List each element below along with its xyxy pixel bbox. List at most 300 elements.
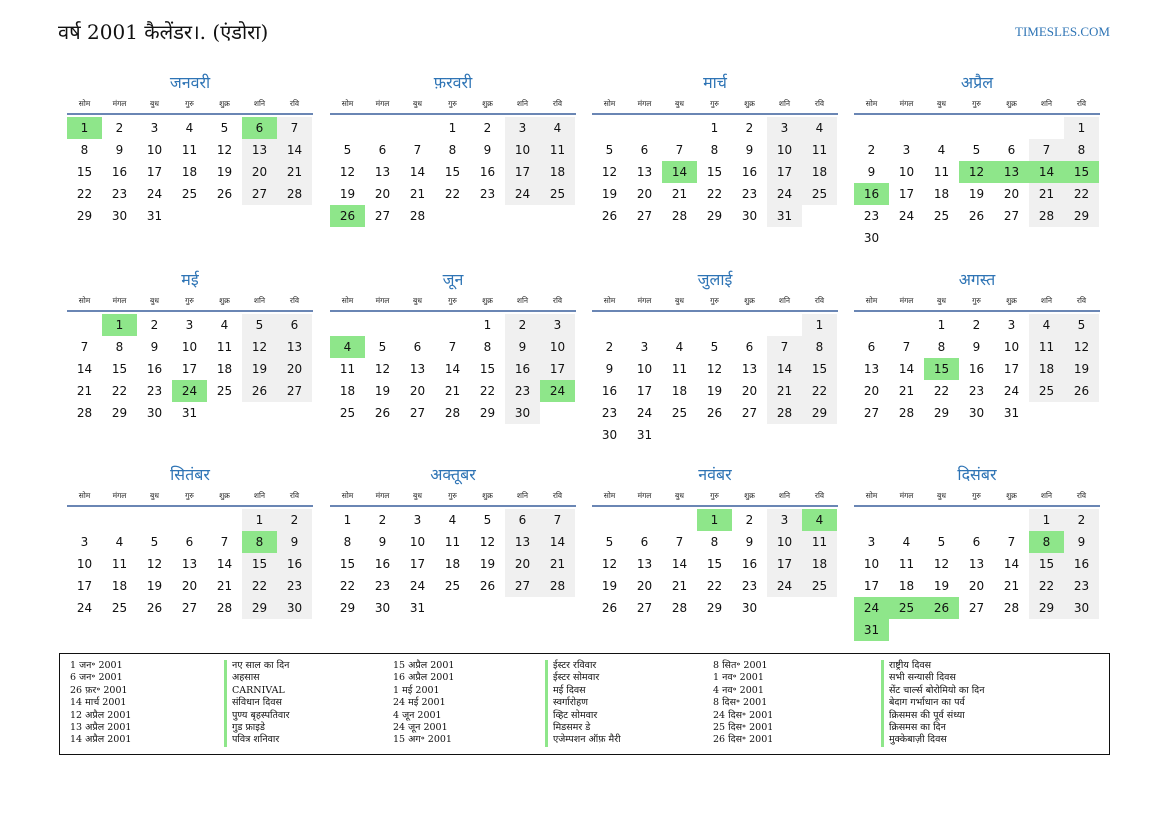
day-cell: 1 [343, 513, 352, 527]
day-cell: 13 [741, 362, 758, 376]
weekday-label: सोम [78, 491, 91, 500]
day-cell: 23 [146, 384, 163, 398]
day-cell: 6 [378, 143, 387, 157]
weekday-label: गुरु [710, 99, 719, 108]
month-name: सितंबर [170, 465, 210, 484]
day-cell: 25 [802, 183, 837, 205]
legend-date: 1 नव॰ 2001 [713, 672, 764, 684]
day-cell: 12 [216, 143, 233, 157]
day-cell: 14 [898, 362, 915, 376]
day-cell: 7 [277, 117, 312, 139]
day-cell: 3 [767, 117, 802, 139]
day-cell: 18 [933, 187, 950, 201]
legend-date-column [713, 660, 773, 747]
day-cell: 30 [741, 209, 758, 223]
weekday-label: मंगल [637, 99, 652, 108]
legend-name-column [545, 660, 621, 747]
day-cell: 2 [277, 509, 312, 531]
day-cell: 25 [444, 579, 461, 593]
legend-holiday-name: ईस्टर सोमवार [545, 672, 621, 684]
day-cell: 24 [146, 187, 163, 201]
day-cell: 8 [710, 535, 719, 549]
weekday-label: मंगल [637, 491, 652, 500]
weekday-label: सोम [603, 491, 616, 500]
day-cell: 2 [483, 121, 492, 135]
weekday-header [592, 94, 838, 115]
weekday-label: गुरु [972, 296, 981, 305]
day-cell: 10 [636, 362, 653, 376]
day-cell: 28 [671, 601, 688, 615]
weekday-label: बुध [150, 491, 159, 500]
day-cell: 26 [968, 209, 985, 223]
weekday-header [330, 94, 576, 115]
day-cell: 6 [185, 535, 194, 549]
day-cell: 14 [216, 557, 233, 571]
month-block [592, 269, 838, 442]
legend-name-column [881, 660, 984, 747]
legend-date: 8 सित॰ 2001 [713, 660, 768, 671]
month-name: फ़रवरी [433, 73, 473, 92]
day-cell: 12 [1064, 336, 1099, 358]
month-block [854, 72, 1100, 245]
legend-holiday-name: अहसास [224, 672, 290, 684]
day-cell: 22 [706, 187, 723, 201]
day-cell: 17 [863, 579, 880, 593]
day-cell: 22 [339, 579, 356, 593]
day-cell: 4 [675, 340, 684, 354]
day-cell: 21 [216, 579, 233, 593]
holiday-day-cell: 6 [242, 117, 277, 139]
day-cell: 13 [242, 139, 277, 161]
weekday-label: सोम [341, 491, 354, 500]
legend-holiday-name: मई दिवस [545, 685, 621, 697]
day-cell: 22 [242, 575, 277, 597]
month-name: अगस्त [958, 270, 996, 289]
day-cell: 19 [1064, 358, 1099, 380]
day-cell: 18 [1029, 358, 1064, 380]
day-cell: 28 [444, 406, 461, 420]
day-cell: 7 [675, 143, 684, 157]
holiday-day-cell: 31 [854, 619, 889, 641]
day-cell: 26 [216, 187, 233, 201]
day-cell: 5 [150, 535, 159, 549]
day-cell: 9 [277, 531, 312, 553]
day-cell: 4 [902, 535, 911, 549]
month-block [67, 269, 313, 420]
month-block [854, 464, 1100, 637]
day-cell: 26 [479, 579, 496, 593]
weekday-label: बुध [937, 296, 946, 305]
weekday-label: मंगल [112, 491, 127, 500]
day-cell: 14 [1003, 557, 1020, 571]
day-cell: 13 [968, 557, 985, 571]
legend-date: 13 अप्रैल 2001 [70, 722, 132, 734]
weekday-label: शनि [1040, 99, 1053, 108]
day-cell: 15 [802, 358, 837, 380]
day-cell: 12 [479, 535, 496, 549]
day-cell: 11 [540, 139, 575, 161]
day-cell: 5 [343, 143, 352, 157]
weekday-label: सोम [341, 296, 354, 305]
day-cell: 14 [767, 358, 802, 380]
weekday-label: रवि [289, 296, 300, 305]
legend-date: 14 अप्रैल 2001 [70, 734, 132, 746]
day-cell: 23 [968, 384, 985, 398]
weekday-label: सोम [603, 296, 616, 305]
day-cell: 18 [802, 161, 837, 183]
day-cell: 22 [76, 187, 93, 201]
day-cell: 18 [444, 557, 461, 571]
weekday-label: शुक्र [482, 491, 493, 500]
day-cell: 24 [767, 575, 802, 597]
day-cell: 12 [339, 165, 356, 179]
weekday-label: बुध [937, 491, 946, 500]
day-cell: 3 [902, 143, 911, 157]
weekday-label: शनि [1040, 491, 1053, 500]
legend-holiday-name: व्हिट सोमवार [545, 710, 621, 722]
day-cell: 18 [339, 384, 356, 398]
weekday-label: मंगल [637, 296, 652, 305]
day-cell: 30 [741, 601, 758, 615]
day-cell: 23 [111, 187, 128, 201]
legend-holiday-name: गुड फ्राइडे [224, 722, 290, 734]
day-cell: 25 [671, 406, 688, 420]
day-cell: 30 [111, 209, 128, 223]
day-cell: 1 [937, 318, 946, 332]
day-cell: 10 [767, 531, 802, 553]
month-name: जनवरी [169, 73, 211, 92]
day-cell: 5 [242, 314, 277, 336]
weekday-label: बुध [150, 99, 159, 108]
weekday-label: शुक्र [744, 296, 755, 305]
day-cell: 24 [505, 183, 540, 205]
legend-date: 24 दिस॰ 2001 [713, 709, 774, 721]
weekday-label: रवि [1076, 99, 1087, 108]
day-cell: 10 [767, 139, 802, 161]
holiday-day-cell: 4 [802, 509, 837, 531]
day-cell: 31 [409, 601, 426, 615]
day-cell: 26 [706, 406, 723, 420]
day-cell: 31 [181, 406, 198, 420]
day-cell: 17 [767, 161, 802, 183]
day-cell: 12 [601, 165, 618, 179]
day-cell: 11 [802, 139, 837, 161]
day-cell: 27 [409, 406, 426, 420]
weekday-label: सोम [865, 296, 878, 305]
day-cell: 7 [448, 340, 457, 354]
day-cell: 15 [76, 165, 93, 179]
legend-holiday-name: बेदाग गर्भाधान का पर्व [881, 697, 984, 709]
day-cell: 31 [767, 205, 802, 227]
day-cell: 20 [409, 384, 426, 398]
day-cell: 23 [741, 187, 758, 201]
legend-date: 8 दिस॰ 2001 [713, 697, 768, 709]
day-cell: 9 [745, 143, 754, 157]
day-cell: 17 [505, 161, 540, 183]
day-cell: 15 [479, 362, 496, 376]
day-cell: 13 [409, 362, 426, 376]
day-cell: 28 [409, 209, 426, 223]
day-cell: 19 [706, 384, 723, 398]
day-cell: 20 [374, 187, 391, 201]
month-name: जून [442, 270, 464, 289]
day-cell: 26 [1064, 380, 1099, 402]
day-cell: 21 [76, 384, 93, 398]
day-cell: 11 [181, 143, 198, 157]
day-cell: 31 [1003, 406, 1020, 420]
day-cell: 19 [601, 187, 618, 201]
holiday-day-cell: 1 [67, 117, 102, 139]
weekday-label: बुध [413, 296, 422, 305]
day-cell: 13 [636, 165, 653, 179]
day-cell: 3 [540, 314, 575, 336]
weekday-label: सोम [341, 99, 354, 108]
legend-holiday-name: पुण्य बृहस्पतिवार [224, 710, 290, 722]
day-cell: 2 [505, 314, 540, 336]
holiday-day-cell: 24 [540, 380, 575, 402]
day-cell: 6 [745, 340, 754, 354]
day-cell: 27 [968, 601, 985, 615]
day-cell: 16 [146, 362, 163, 376]
weekday-label: गुरु [448, 99, 457, 108]
legend-date: 24 जून 2001 [393, 722, 448, 734]
day-cell: 6 [1007, 143, 1016, 157]
day-cell: 26 [601, 209, 618, 223]
day-cell: 21 [1029, 183, 1064, 205]
weekday-header [330, 291, 576, 312]
weekday-label: शुक्र [1006, 99, 1017, 108]
weekday-label: शुक्र [482, 296, 493, 305]
legend-date: 26 दिस॰ 2001 [713, 734, 774, 746]
day-cell: 13 [277, 336, 312, 358]
month-block [67, 72, 313, 223]
weekday-label: शुक्र [744, 99, 755, 108]
day-cell: 7 [80, 340, 89, 354]
weekday-label: शुक्र [219, 296, 230, 305]
site-link[interactable]: TIMESLES.COM [1015, 24, 1110, 39]
day-cell: 6 [867, 340, 876, 354]
legend-date: 1 मई 2001 [393, 684, 440, 696]
weekday-label: शुक्र [219, 99, 230, 108]
day-cell: 20 [968, 579, 985, 593]
weekday-label: शनि [516, 491, 529, 500]
weekday-label: रवि [552, 296, 563, 305]
day-cell: 4 [185, 121, 194, 135]
weekday-label: शुक्र [1006, 296, 1017, 305]
day-cell: 5 [483, 513, 492, 527]
day-cell: 20 [1003, 187, 1020, 201]
weekday-label: बुध [150, 296, 159, 305]
day-cell: 5 [605, 143, 614, 157]
day-cell: 2 [745, 513, 754, 527]
day-cell: 11 [339, 362, 356, 376]
day-cell: 5 [378, 340, 387, 354]
day-cell: 11 [444, 535, 461, 549]
weekday-label: सोम [865, 491, 878, 500]
weekday-label: सोम [865, 99, 878, 108]
month-name: अक्तूबर [430, 465, 476, 484]
day-cell: 24 [1003, 384, 1020, 398]
day-cell: 12 [146, 557, 163, 571]
legend-holiday-name: संविधान दिवस [224, 697, 290, 709]
holiday-day-cell: 24 [172, 380, 207, 402]
day-cell: 12 [933, 557, 950, 571]
weekday-label: गुरु [710, 296, 719, 305]
day-cell: 6 [505, 509, 540, 531]
day-cell: 16 [1064, 553, 1099, 575]
weekday-label: गुरु [185, 99, 194, 108]
legend-holiday-name: राष्ट्रीय दिवस [881, 660, 984, 672]
day-cell: 4 [1029, 314, 1064, 336]
day-cell: 25 [540, 183, 575, 205]
weekday-label: सोम [78, 296, 91, 305]
legend-holiday-name: मिडसमर डे [545, 722, 621, 734]
weekday-label: शनि [1040, 296, 1053, 305]
holiday-day-cell: 4 [330, 336, 365, 358]
holiday-day-cell: 26 [330, 205, 365, 227]
day-cell: 19 [339, 187, 356, 201]
day-cell: 29 [339, 601, 356, 615]
weekday-label: बुध [675, 491, 684, 500]
legend-holiday-name: पवित्र शनिवार [224, 734, 290, 746]
weekday-label: शनि [516, 99, 529, 108]
weekday-label: गुरु [448, 491, 457, 500]
day-cell: 3 [80, 535, 89, 549]
day-cell: 19 [968, 187, 985, 201]
day-cell: 9 [867, 165, 876, 179]
day-cell: 23 [863, 209, 880, 223]
weekday-header [592, 291, 838, 312]
day-cell: 6 [277, 314, 312, 336]
day-cell: 20 [277, 358, 312, 380]
day-cell: 7 [413, 143, 422, 157]
day-cell: 8 [483, 340, 492, 354]
day-cell: 23 [601, 406, 618, 420]
day-cell: 17 [767, 553, 802, 575]
day-cell: 8 [937, 340, 946, 354]
day-cell: 3 [867, 535, 876, 549]
holiday-legend [59, 653, 1110, 755]
legend-date: 6 जन॰ 2001 [70, 672, 123, 684]
day-cell: 8 [343, 535, 352, 549]
day-cell: 23 [505, 380, 540, 402]
legend-date: 12 अप्रैल 2001 [70, 709, 132, 721]
day-cell: 5 [972, 143, 981, 157]
weekday-header [854, 94, 1100, 115]
page-title: वर्ष 2001 कैलेंडर।. (एंडोरा) [58, 20, 269, 44]
day-cell: 18 [181, 165, 198, 179]
day-cell: 5 [605, 535, 614, 549]
weekday-label: बुध [675, 99, 684, 108]
day-cell: 2 [378, 513, 387, 527]
day-cell: 26 [374, 406, 391, 420]
day-cell: 8 [448, 143, 457, 157]
holiday-day-cell: 14 [1029, 161, 1064, 183]
month-block [592, 464, 838, 615]
day-cell: 8 [710, 143, 719, 157]
weekday-label: शनि [516, 296, 529, 305]
day-cell: 10 [898, 165, 915, 179]
weekday-label: बुध [413, 99, 422, 108]
day-cell: 27 [374, 209, 391, 223]
day-cell: 27 [636, 209, 653, 223]
day-cell: 22 [933, 384, 950, 398]
day-cell: 11 [671, 362, 688, 376]
day-cell: 28 [767, 402, 802, 424]
day-cell: 20 [741, 384, 758, 398]
month-name: नवंबर [698, 465, 732, 484]
legend-name-column [224, 660, 290, 747]
day-cell: 27 [181, 601, 198, 615]
day-cell: 10 [540, 336, 575, 358]
day-cell: 11 [802, 531, 837, 553]
weekday-label: बुध [413, 491, 422, 500]
day-cell: 25 [216, 384, 233, 398]
month-name: जुलाई [697, 270, 733, 289]
day-cell: 3 [505, 117, 540, 139]
day-cell: 20 [636, 579, 653, 593]
day-cell: 23 [374, 579, 391, 593]
day-cell: 15 [444, 165, 461, 179]
day-cell: 22 [706, 579, 723, 593]
day-cell: 22 [479, 384, 496, 398]
day-cell: 28 [540, 575, 575, 597]
day-cell: 1 [802, 314, 837, 336]
day-cell: 29 [76, 209, 93, 223]
legend-holiday-name: स्वर्गारोहण [545, 697, 621, 709]
day-cell: 29 [933, 406, 950, 420]
day-cell: 19 [146, 579, 163, 593]
day-cell: 11 [216, 340, 233, 354]
day-cell: 7 [220, 535, 229, 549]
day-cell: 16 [479, 165, 496, 179]
legend-date: 16 अप्रैल 2001 [393, 672, 455, 684]
weekday-label: शनि [778, 296, 791, 305]
weekday-label: बुध [937, 99, 946, 108]
day-cell: 21 [409, 187, 426, 201]
weekday-label: सोम [78, 99, 91, 108]
day-cell: 26 [146, 601, 163, 615]
day-cell: 15 [111, 362, 128, 376]
weekday-label: मंगल [375, 296, 390, 305]
day-cell: 10 [863, 557, 880, 571]
weekday-label: रवि [814, 491, 825, 500]
legend-holiday-name: सभी सन्यासी दिवस [881, 672, 984, 684]
weekday-label: गुरु [448, 296, 457, 305]
day-cell: 22 [111, 384, 128, 398]
day-cell: 1 [448, 121, 457, 135]
day-cell: 7 [675, 535, 684, 549]
day-cell: 30 [146, 406, 163, 420]
legend-holiday-name: ईस्टर रविवार [545, 660, 621, 672]
legend-holiday-name: CARNIVAL [224, 685, 290, 697]
weekday-label: गुरु [185, 296, 194, 305]
day-cell: 2 [605, 340, 614, 354]
day-cell: 30 [863, 231, 880, 245]
day-cell: 3 [185, 318, 194, 332]
month-block [330, 269, 576, 420]
legend-date: 24 मई 2001 [393, 697, 446, 709]
day-cell: 5 [1064, 314, 1099, 336]
day-cell: 18 [898, 579, 915, 593]
day-cell: 11 [933, 165, 950, 179]
day-cell: 24 [898, 209, 915, 223]
holiday-day-cell: 1 [697, 509, 732, 531]
day-cell: 12 [601, 557, 618, 571]
weekday-label: रवि [814, 296, 825, 305]
day-cell: 13 [636, 557, 653, 571]
legend-date-column [70, 660, 131, 747]
